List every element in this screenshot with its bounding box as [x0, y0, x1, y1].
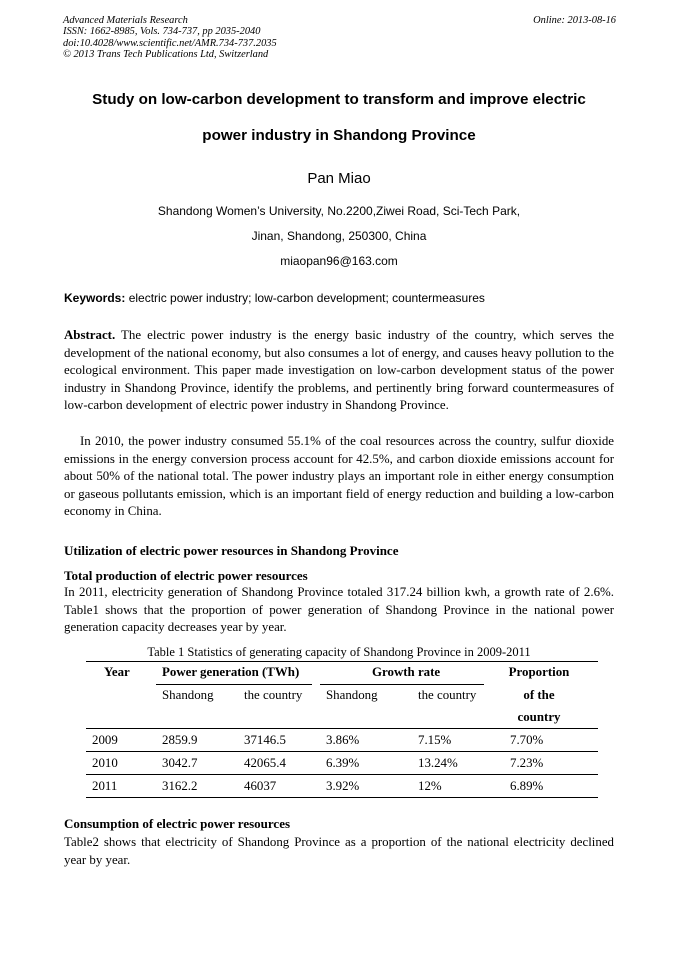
- journal-name: Advanced Materials Research: [63, 15, 188, 26]
- keywords-label: Keywords:: [64, 291, 126, 305]
- power-group-rule: [156, 684, 312, 685]
- table-row-2009-proportion: 7.70%: [510, 733, 544, 747]
- table-row-2009-gen-country: 37146.5: [244, 733, 286, 747]
- intro-paragraph: In 2010, the power industry consumed 55.1% of the coal resources across the country, sulfur dioxide emissions in the energy conversion process account for 42.5%, and carbon dioxide emissions account for about 50% of the national total. The power industry plays an important role in either energy consumption or gaseous pollutants emission, which is an important field of energy reduction and building a low-carbon economy in China.: [64, 434, 614, 518]
- running-header: [63, 15, 616, 61]
- table-row-2009-gen-shandong: 2859.9: [162, 733, 198, 747]
- consumption-paragraph: Table2 shows that electricity of Shandong Province as a proportion of the national electricity declined year by year.: [64, 835, 614, 867]
- table-row-2011-gen-shandong: 3162.2: [162, 779, 198, 793]
- table-row-2011-gen-country: 46037: [244, 779, 277, 793]
- header-power-generation: Power generation (TWh): [162, 665, 300, 679]
- header-growth-rate: Growth rate: [372, 665, 441, 679]
- header-proportion-1: Proportion: [508, 665, 570, 679]
- subheader-shandong-gen: Shandong: [162, 688, 214, 702]
- paper-title-line-1: Study on low-carbon development to transform and improve electric: [92, 91, 586, 108]
- row-rule-2: [86, 774, 598, 775]
- table-row-2010-growth-country: 13.24%: [418, 756, 458, 770]
- table-row-2011-growth-country: 12%: [418, 779, 442, 793]
- table-row-2011-proportion: 6.89%: [510, 779, 544, 793]
- table-row-2010-growth-shandong: 6.39%: [326, 756, 360, 770]
- table-top-rule: [86, 661, 598, 662]
- online-date: Online: 2013-08-16: [533, 15, 616, 26]
- copyright: © 2013 Trans Tech Publications Ltd, Switzerland: [63, 49, 269, 61]
- subheader-country-gen: the country: [244, 688, 303, 702]
- header-proportion-3: country: [517, 710, 561, 724]
- section-heading: Utilization of electric power resources in Shandong Province: [64, 543, 399, 558]
- table-row-2010-proportion: 7.23%: [510, 756, 544, 770]
- table-row-2011-year: 2011: [92, 779, 118, 793]
- table-header-rule: [86, 728, 598, 729]
- table-row-2010-gen-country: 42065.4: [244, 756, 286, 770]
- author-email: miaopan96@163.com: [280, 254, 398, 268]
- subheader-shandong-growth: Shandong: [326, 688, 378, 702]
- table-row-2010-gen-shandong: 3042.7: [162, 756, 198, 770]
- table-row-2009-growth-shandong: 3.86%: [326, 733, 360, 747]
- header-proportion-2: of the: [523, 688, 555, 702]
- table-row-2009-growth-country: 7.15%: [418, 733, 452, 747]
- header-year: Year: [104, 665, 130, 679]
- table-caption: Table 1 Statistics of generating capacity of Shandong Province in 2009-2011: [147, 645, 531, 659]
- subheading-production: Total production of electric power resources: [64, 568, 308, 583]
- affiliation-line-2: Jinan, Shandong, 250300, China: [251, 229, 427, 243]
- growth-group-rule: [320, 684, 484, 685]
- affiliation-line-1: Shandong Women’s University, No.2200,Ziwei Road, Sci-Tech Park,: [157, 204, 521, 218]
- paper-title-line-2: power industry in Shandong Province: [202, 127, 476, 144]
- row-rule-1: [86, 751, 598, 752]
- doi: doi:10.4028/www.scientific.net/AMR.734-737.2035: [63, 37, 277, 49]
- table-row-2010-year: 2010: [92, 756, 118, 770]
- table-row-2009-year: 2009: [92, 733, 118, 747]
- issn: ISSN: 1662-8985, Vols. 734-737, pp 2035-2040: [63, 26, 261, 38]
- subheading-consumption: Consumption of electric power resources: [64, 816, 291, 831]
- keywords-text: electric power industry; low-carbon development; countermeasures: [125, 291, 485, 305]
- abstract-paragraph: [64, 327, 614, 415]
- author-name: Pan Miao: [307, 170, 371, 187]
- keywords: [64, 291, 616, 305]
- table-row-2011-growth-shandong: 3.92%: [326, 779, 360, 793]
- abstract-text: The electric power industry is the energy basic industry of the country, which serves the development of the national economy, but also consumes a lot of energy, and causes heavy pollution to the ecological environment. This paper made investigation on low-carbon development status of the power industry in Shandong Province, identify the problems, and pertinently bring forward countermeasures of low-carbon development of electric power industry in Shandong Province.: [64, 328, 614, 412]
- table-bottom-rule: [86, 797, 598, 798]
- subheader-country-growth: the country: [418, 688, 477, 702]
- production-paragraph: In 2011, electricity generation of Shandong Province totaled 317.24 billion kwh, a growth rate of 2.6%. Table1 shows that the proportion of power generation of Shandong Province in the national power generation capacity decreases year by year.: [64, 585, 614, 634]
- abstract-label: Abstract.: [64, 328, 116, 342]
